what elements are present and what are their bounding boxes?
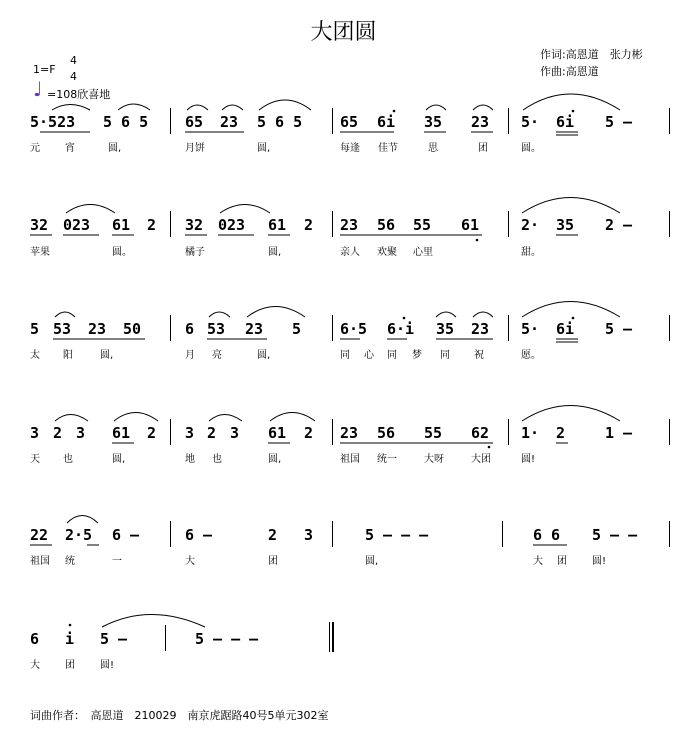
note: 22 [30, 526, 49, 544]
slur [187, 105, 208, 110]
note: 35 [424, 113, 443, 131]
note: 23 [245, 320, 264, 338]
note: 2 [556, 424, 566, 442]
slur [473, 312, 493, 317]
composer-credit: 作曲:高恩道 [540, 65, 599, 78]
slur [426, 105, 446, 110]
note: 3 [76, 424, 86, 442]
note: 6·5 [340, 320, 368, 338]
note: 6i [377, 113, 396, 131]
note: i [65, 630, 75, 648]
low-octave-dot [488, 446, 491, 449]
high-octave-dot [572, 317, 575, 320]
slur [473, 105, 493, 110]
high-octave-dot [393, 110, 396, 113]
lyric: 愿。 [521, 350, 541, 361]
lyric: 同 [440, 350, 450, 361]
lyric: 圆, [268, 454, 282, 465]
slur [102, 615, 205, 628]
lyric: 太 [30, 350, 40, 361]
note: 2 [147, 216, 157, 234]
slur [52, 105, 90, 111]
lyric: 祖国 [30, 556, 50, 567]
note: 3 [185, 424, 195, 442]
note: 65 [185, 113, 204, 131]
note: 6 [185, 320, 195, 338]
lyric: 圆, [257, 350, 271, 361]
lyric: 祖国 [340, 454, 360, 465]
lyric: 统 [65, 556, 75, 567]
lyric: 圆, [365, 556, 379, 567]
lyric: 思 [428, 143, 438, 154]
note: 6 [30, 630, 40, 648]
slur [55, 415, 88, 422]
lyric: 团 [478, 143, 488, 154]
note: 1· [521, 424, 540, 442]
slur [118, 104, 150, 110]
footer-credit: 词曲作者： 高恩道 210029 南京虎踞路40号5单元302室 [30, 709, 329, 722]
note: 53 [207, 320, 226, 338]
slur [247, 307, 305, 318]
note: 5· [521, 113, 540, 131]
slur [522, 198, 620, 214]
lyric: 圆, [100, 350, 114, 361]
lyric: 大 [533, 556, 543, 567]
note: 2 – [605, 216, 633, 234]
note: 2 [304, 216, 314, 234]
note: 56 [377, 424, 396, 442]
note: 2 [53, 424, 63, 442]
note: 5 6 5 [257, 113, 303, 131]
note: 023 [63, 216, 91, 234]
slur [222, 105, 243, 110]
lyric: 团 [557, 556, 567, 567]
lyric: 圆。 [521, 143, 541, 154]
note: 23 [471, 113, 490, 131]
note: 6 – [185, 526, 213, 544]
slur [436, 312, 456, 317]
slur [114, 413, 158, 422]
slur [55, 312, 75, 317]
note: 6i [556, 320, 575, 338]
lyric: 同 [387, 350, 397, 361]
note: 32 [185, 216, 204, 234]
note: 5 – [605, 113, 633, 131]
note: 23 [88, 320, 107, 338]
note: 5 [30, 320, 40, 338]
tempo-marking: =108欣喜地 [47, 88, 111, 101]
slur [523, 94, 620, 110]
lyric: 阳 [63, 350, 73, 361]
note: 6 – [112, 526, 140, 544]
note: 5 – – – [365, 526, 429, 544]
note: 56 [377, 216, 396, 234]
lyric: 大 [30, 660, 40, 671]
lyric: 大呀 [424, 454, 444, 465]
note: 6·i [387, 320, 415, 338]
song-title: 大团圆 [310, 20, 377, 45]
note: 2 [268, 526, 278, 544]
note: 55 [424, 424, 443, 442]
lyric: 圆, [257, 143, 271, 154]
note: 61 [112, 216, 131, 234]
lyric: 宵 [65, 143, 75, 154]
lyric: 欢聚 [377, 247, 397, 258]
lyric: 圆, [108, 143, 122, 154]
lyric: 也 [63, 454, 73, 465]
slur [522, 302, 620, 318]
lyric: 团 [65, 660, 75, 671]
lyric: 甜。 [521, 247, 541, 258]
note: 2 [147, 424, 157, 442]
lyric: 圆, [112, 454, 126, 465]
note: 35 [556, 216, 575, 234]
note: 5 – [100, 630, 128, 648]
note: 53 [53, 320, 72, 338]
note: 1 – [605, 424, 633, 442]
note: 2·5 [65, 526, 93, 544]
note: 62 [471, 424, 490, 442]
note: 3 [230, 424, 240, 442]
note: 5 6 5 [103, 113, 149, 131]
lyric: 大团 [471, 454, 491, 465]
lyricist-credit: 作词:高恩道 张力彬 [540, 48, 643, 61]
lyric: 统一 [377, 454, 397, 465]
slur [66, 205, 115, 214]
note: 61 [112, 424, 131, 442]
lyric: 亮 [212, 350, 222, 361]
note: 023 [218, 216, 246, 234]
slur [259, 100, 311, 110]
note: 23 [220, 113, 239, 131]
lyric: 每逢 [340, 143, 360, 154]
note: 3 [304, 526, 314, 544]
lyric: 苹果 [30, 247, 50, 258]
lyric: 圆。 [112, 247, 132, 258]
lyric: 圆! [592, 556, 607, 567]
note: 2 [304, 424, 314, 442]
note: 5 – – – [195, 630, 259, 648]
slur [67, 516, 98, 524]
note: 6 6 [533, 526, 561, 544]
lyric: 月饼 [185, 143, 205, 154]
slur [522, 406, 620, 422]
slur [270, 413, 315, 422]
note: 50 [123, 320, 142, 338]
note: 3 [30, 424, 40, 442]
slur [209, 312, 230, 317]
note: 5· [521, 320, 540, 338]
lyric: 佳节 [378, 143, 398, 154]
lyric: 祝 [474, 350, 484, 361]
lyric: 梦 [412, 350, 422, 361]
slur [220, 205, 270, 214]
note: 35 [436, 320, 455, 338]
quarter-note-icon: ♩ [33, 77, 43, 101]
note: 2· [521, 216, 540, 234]
note: 61 [268, 216, 287, 234]
lyric: 一 [112, 556, 122, 567]
lyric: 也 [212, 454, 222, 465]
note: 6i [556, 113, 575, 131]
note: 61 [461, 216, 480, 234]
lyric: 橘子 [185, 247, 205, 258]
lyric: 元 [30, 143, 40, 154]
note: 23 [340, 424, 359, 442]
lyric: 心里 [413, 247, 433, 258]
note: 23 [471, 320, 490, 338]
lyric: 圆! [100, 660, 115, 671]
lyric: 月 [185, 350, 195, 361]
lyric: 心 [364, 350, 374, 361]
lyric: 亲人 [340, 247, 360, 258]
note: 32 [30, 216, 49, 234]
time-signature-top: 4 [70, 54, 77, 67]
lyric: 圆, [268, 247, 282, 258]
note: 61 [268, 424, 287, 442]
note: 5 [292, 320, 302, 338]
note: 55 [413, 216, 432, 234]
slur [209, 415, 242, 422]
note: 5 – – [592, 526, 638, 544]
note: 5 – [605, 320, 633, 338]
time-signature-bottom: 4 [70, 70, 77, 83]
lyric: 大 [185, 556, 195, 567]
high-octave-dot [69, 624, 72, 627]
lyric: 圆! [521, 454, 536, 465]
lyric: 天 [30, 454, 40, 465]
high-octave-dot [403, 317, 406, 320]
lyric: 团 [268, 556, 278, 567]
key-signature: 1=F [33, 63, 56, 76]
lyric: 同 [340, 350, 350, 361]
note: 2 [207, 424, 217, 442]
note: 65 [340, 113, 359, 131]
lyric: 地 [185, 454, 195, 465]
note: 5·523 [30, 113, 76, 131]
high-octave-dot [572, 110, 575, 113]
low-octave-dot [476, 239, 479, 242]
note: 23 [340, 216, 359, 234]
